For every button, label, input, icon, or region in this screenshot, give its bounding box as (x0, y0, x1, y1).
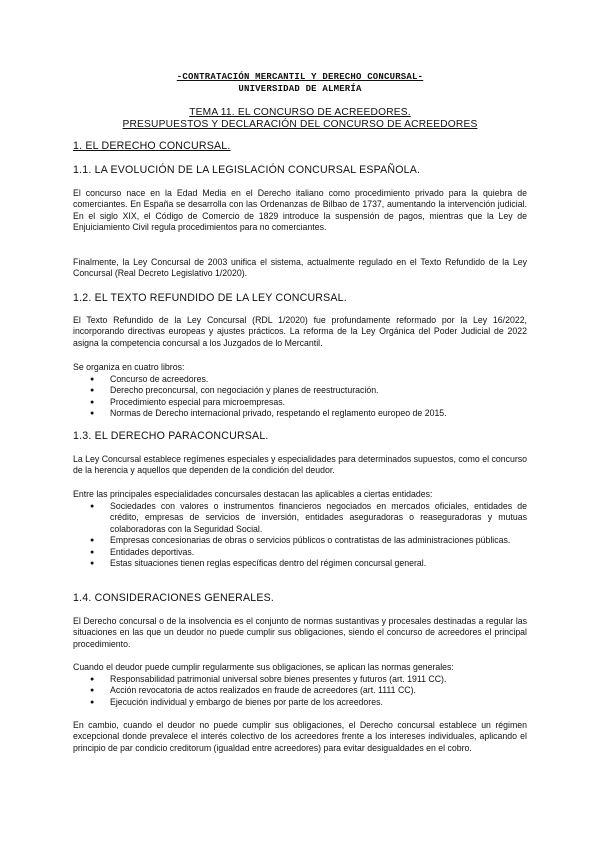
topic-title: TEMA 11. EL CONCURSO DE ACREEDORES. (189, 107, 411, 118)
bullet-icon: ● (90, 676, 95, 683)
list-item: ● Responsabilidad patrimonial universal sobre bienes presentes y futuros (art. 1911 CC). (90, 674, 447, 684)
list-intro-1-4: Cuando el deudor puede cumplir regularmente sus obligaciones, se aplican las normas generales: (73, 662, 454, 672)
list-item: ● Concurso de acreedores. (90, 374, 209, 384)
topic-subtitle: PRESUPUESTOS Y DECLARACIÓN DEL CONCURSO DE ACREEDORES (122, 119, 478, 130)
subsection-1-3-title: 1.3. EL DERECHO PARACONCURSAL. (73, 430, 269, 442)
special-entities-list (73, 501, 527, 569)
course-header: -CONTRATACIÓN MERCANTIL Y DERECHO CONCURSAL- (176, 72, 424, 82)
paragraph-1-4-a: El Derecho concursal o de la insolvencia es el conjunto de normas sustantivas y procesales destinadas a regular las situaciones en las que un deudor no puede cumplir sus obligaciones, siendo el concurso de acreedores el principal procedimiento. (73, 616, 527, 649)
list-item: ● Acción revocatoria de actos realizados en fraude de acreedores (art. 1111 CC). (90, 685, 416, 696)
paragraph-1-1-b: Finalmente, la Ley Concursal de 2003 unifica el sistema, actualmente regulado en el Texto Refundido de la Ley Concursal (Real Decreto Legislativo 1/2020). (73, 257, 527, 279)
bullet-icon: ● (90, 548, 95, 556)
list-item: ● Sociedades con valores o instrumentos financieros negociados en mercados oficiales, entidades de crédito, empresas de servicios de inversión, entidades aseguradoras o reaseguradoras y mutuas colaboradoras con la Seguridad Social. (90, 501, 527, 534)
general-rules-list (73, 674, 527, 708)
section-1-title: 1. EL DERECHO CONCURSAL. (73, 140, 231, 152)
bullet-icon: ● (90, 387, 95, 395)
bullet-icon: ● (90, 560, 95, 568)
list-item: ● Procedimiento especial para microempresas. (90, 396, 286, 407)
bullet-icon: ● (90, 410, 95, 418)
bullet-icon: ● (90, 398, 95, 406)
book-list (73, 374, 527, 420)
list-intro-1-2: Se organiza en cuatro libros: (73, 362, 185, 372)
list-intro-1-3: Entre las principales especialidades concursales destacan las aplicables a ciertas entidades: (73, 489, 433, 499)
bullet-icon: ● (90, 687, 95, 695)
university-header: UNIVERSIDAD DE ALMERÍA (238, 84, 362, 94)
bullet-icon: ● (90, 376, 95, 383)
paragraph-1-3-a: La Ley Concursal establece regímenes especiales y especialidades para determinados supuestos, como el concurso de la herencia y aquellos que dependen de la condición del deudor. (73, 454, 527, 476)
list-item: ● Normas de Derecho internacional privado, respetando el reglamento europeo de 2015. (90, 408, 447, 419)
list-item: ● Derecho preconcursal, con negociación y planes de reestructuración. (90, 385, 379, 396)
bullet-icon: ● (90, 698, 95, 706)
paragraph-1-2-a: El Texto Refundido de la Ley Concursal (RDL 1/2020) fue profundamente reformado por la Ley 16/2022, incorporando directivas europeas y ajustes prácticos. La reforma de la Ley Orgánica del Poder Judicial de 2022 asigna la competencia concursal a los Juzgados de lo Mercantil. (73, 315, 527, 348)
subsection-1-4-title: 1.4. CONSIDERACIONES GENERALES. (73, 592, 275, 604)
list-item: ● Entidades deportivas. (90, 546, 195, 557)
subsection-1-1-title: 1.1. LA EVOLUCIÓN DE LA LEGISLACIÓN CONCURSAL ESPAÑOLA. (73, 164, 421, 176)
subsection-1-2-title: 1.2. EL TEXTO REFUNDIDO DE LA LEY CONCURSAL. (73, 292, 347, 304)
list-item: ● Empresas concesionarias de obras o servicios públicos o contratistas de las administraciones públicas. (90, 535, 511, 546)
paragraph-1-1-a: El concurso nace en la Edad Media en el Derecho italiano como procedimiento privado para la quiebra de comerciantes. En España se desarrolla con las Ordenanzas de Bilbao de 1737, aumentando la intervención judicial. En el siglo XIX, el Código de Comercio de 1829 introduce la suspensión de pagos, mientras que la Ley de Enjuiciamiento Civil regula procedimientos para no comerciantes. (73, 188, 527, 233)
list-item: ● Estas situaciones tienen reglas específicas dentro del régimen concursal general. (90, 558, 427, 569)
bullet-icon: ● (90, 537, 95, 545)
paragraph-1-4-b: En cambio, cuando el deudor no puede cumplir sus obligaciones, el Derecho concursal establece un régimen excepcional donde prevalece el interés colectivo de los acreedores frente a los intereses individuales, aplicando el principio de par condicio creditorum (igualdad entre acreedores) para evitar desigualdades en el cobro. (73, 720, 527, 753)
list-item: ● Ejecución individual y embargo de bienes por parte de los acreedores. (90, 696, 383, 707)
bullet-icon: ● (90, 503, 95, 510)
